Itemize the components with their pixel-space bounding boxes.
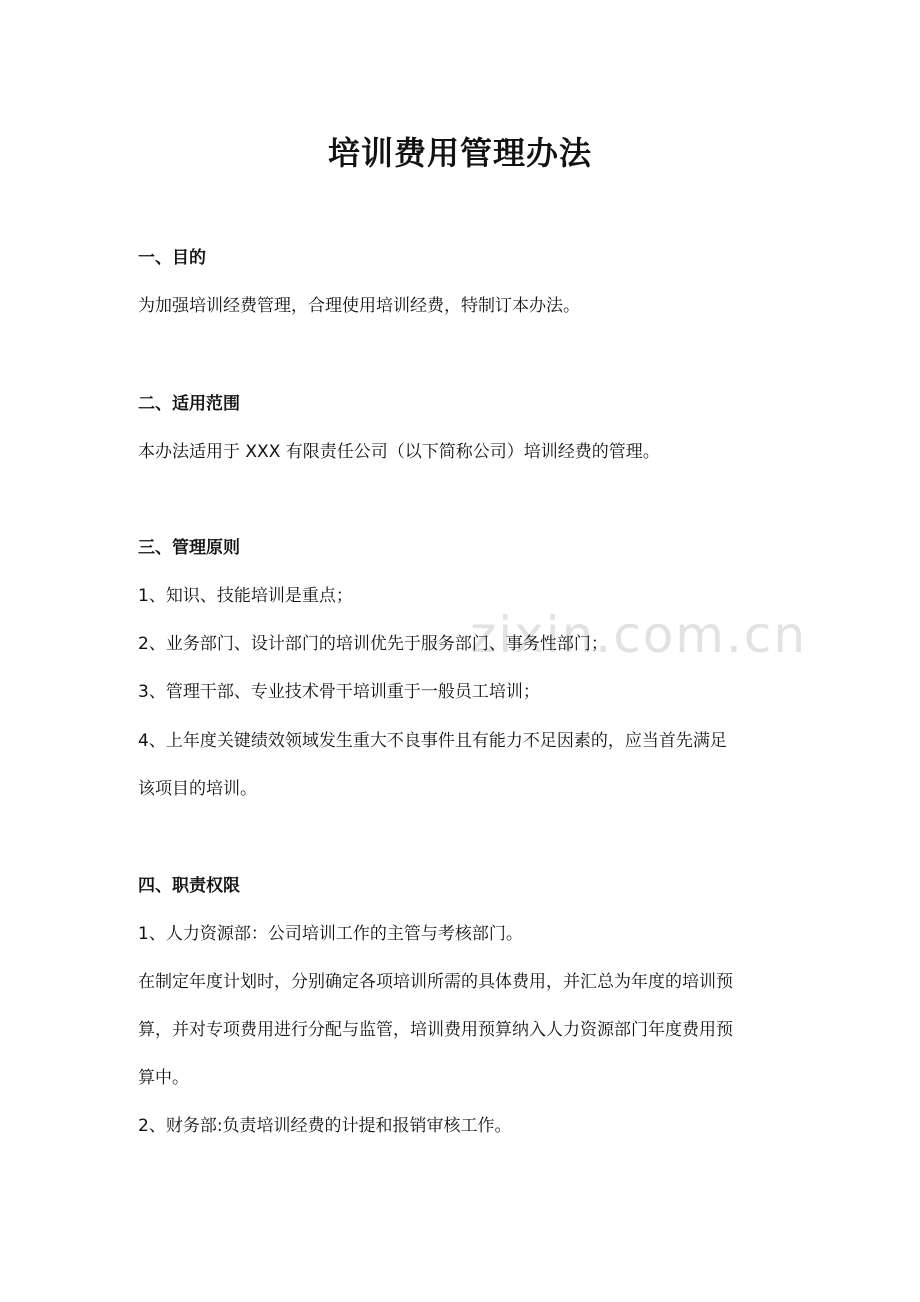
section-heading-scope: 二、适用范围 bbox=[138, 394, 240, 414]
paragraph-line: 算，并对专项费用进行分配与监管，培训费用预算纳入人力资源部门年度费用预 bbox=[138, 1020, 733, 1040]
paragraph-line: 在制定年度计划时，分别确定各项培训所需的具体费用，并汇总为年度的培训预 bbox=[138, 972, 733, 992]
list-item: 4、上年度关键绩效领域发生重大不良事件且有能力不足因素的，应当首先满足 bbox=[138, 731, 727, 751]
section-heading-principles: 三、管理原则 bbox=[138, 538, 240, 558]
list-item: 2、财务部:负责培训经费的计提和报销审核工作。 bbox=[138, 1116, 512, 1136]
section-heading-responsibilities: 四、职责权限 bbox=[138, 876, 240, 896]
list-item: 1、人力资源部：公司培训工作的主管与考核部门。 bbox=[138, 924, 523, 944]
list-item-continuation: 该项目的培训。 bbox=[138, 779, 257, 799]
document-title: 培训费用管理办法 bbox=[327, 134, 592, 172]
list-item: 3、管理干部、专业技术骨干培训重于一般员工培训； bbox=[138, 682, 540, 702]
paragraph-line: 算中。 bbox=[138, 1068, 189, 1088]
paragraph-line: 为加强培训经费管理，合理使用培训经费，特制订本办法。 bbox=[138, 296, 580, 316]
paragraph-line: 本办法适用于 XXX 有限责任公司（以下简称公司）培训经费的管理。 bbox=[138, 442, 660, 462]
list-item: 1、知识、技能培训是重点； bbox=[138, 586, 353, 606]
list-item: 2、业务部门、设计部门的培训优先于服务部门、事务性部门； bbox=[138, 634, 608, 654]
section-heading-purpose: 一、目的 bbox=[138, 248, 206, 268]
watermark: zixin.com.cn bbox=[470, 606, 808, 664]
